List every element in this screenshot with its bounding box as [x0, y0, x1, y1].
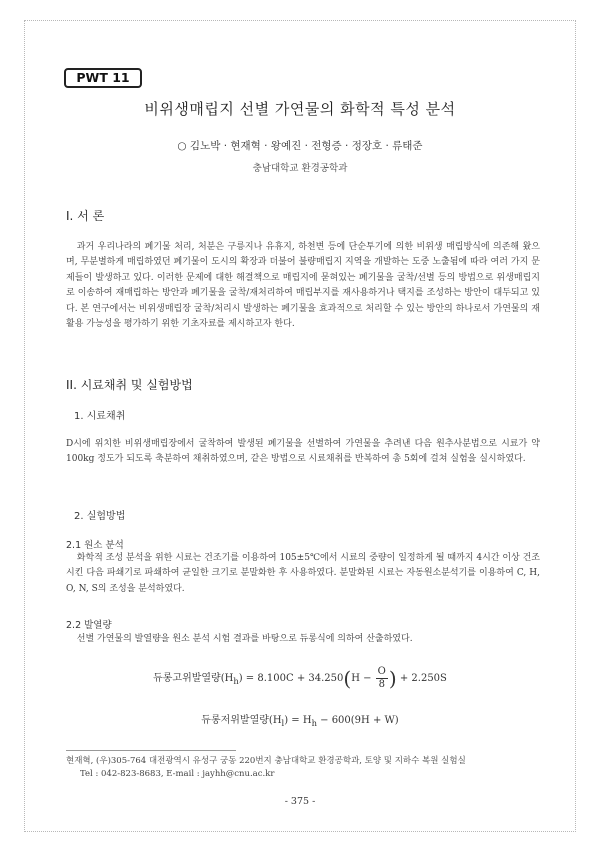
heating-value-text: 선별 가연물의 발열량을 원소 분석 시험 결과를 바탕으로 듀롱식에 의하여 산출하였다. — [76, 634, 413, 644]
subsubsection-heading-elemental: 2.1 원소 분석 — [66, 540, 124, 551]
elemental-paragraph — [66, 551, 540, 597]
introduction-text: 과거 우리나라의 폐기물 처리, 처분은 구릉지나 유휴지, 하천변 등에 단순투기에 의한 비위생 매립방식에 의존해 왔으며, 무분별하게 매립하였던 폐기물이 도시의 확장과 더불어 불량매립지 지역을 개발하는 도중 노출됨에 따라 여러 가지 문제들이 발생하고 있다. 이러한 문제에 대한 해결책으로 매립지에 묻혀있는 폐기물을 굴착/선별 등의 방법으로 위생매립지로 이송하여 재매립하는 방안과 폐기물을 굴착/재처리하여 매립부지를 재사용하거나 택지를 조성하는 방안이 대두되고 있다. 본 연구에서는 비위생매립장 굴착/처리시 발생하는 폐기물을 효과적으로 처리할 수 있는 방안의 하나로서 가연물의 재활용 가능성을 평가하기 위한 기초자료를 제시하고자 한다. — [66, 242, 540, 330]
introduction-paragraph — [66, 240, 540, 332]
equation-low-heating-value: 듀롱저위발열량$(H_l) = H_h - 600(9H + W)$ — [201, 715, 399, 728]
authors: ○ 김노박 · 현재혁 · 왕예진 · 전형증 · 정장호 · 류태준 — [177, 140, 423, 152]
section-heading-methods: II. 시료채취 및 실험방법 — [66, 378, 193, 392]
subsubsection-heading-heating-value: 2.2 발열량 — [66, 620, 112, 631]
affiliation: 충남대학교 환경공학과 — [252, 163, 348, 174]
page-number: - 375 - — [284, 796, 316, 807]
session-tag: PWT 11 — [64, 68, 142, 88]
sampling-paragraph — [66, 437, 540, 468]
fraction-o-over-8: $\frac{O}{8}$ — [377, 666, 386, 690]
sampling-text: D시에 위치한 비위생매립장에서 굴착하여 발생된 폐기물을 선별하여 가연물을 추려낸 다음 원추사분법으로 시료가 약 100kg 정도가 되도록 축분하여 채취하였으며, 같은 방법으로 시료채취를 반복하여 총 5회에 걸쳐 실험을 실시하였다. — [66, 439, 540, 465]
paper-title: 비위생매립지 선별 가연물의 화학적 특성 분석 — [144, 100, 456, 118]
footnote-contact: Tel : 042-823-8683, E-mail : jayhh@cnu.ac.kr — [80, 769, 275, 779]
subsection-heading-sampling: 1. 시료채취 — [74, 411, 126, 422]
section-heading-introduction: I. 서 론 — [66, 209, 105, 223]
elemental-text: 화학적 조성 분석을 위한 시료는 건조기를 이용하여 105±5℃에서 시료의 중량이 일정하게 될 때까지 4시간 이상 건조시킨 다음 파쇄기로 파쇄하여 균일한 크기로 분말화한 후 사용하였다. 분말화된 시료는 자동원소분석기를 이용하여 C, H, O, N, S의 조성을 분석하였다. — [66, 553, 540, 594]
heating-value-paragraph — [66, 632, 540, 647]
equation-high-heating-value: 듀롱고위발열량$(H_h) = 8.100C + 34.250(H$ − $\frac{O}{8}$ ) + 2.250S — [153, 666, 447, 691]
footnote-address: 현재혁, (우)305-764 대전광역시 유성구 궁동 220번지 충남대학교 환경공학과, 토양 및 지하수 복원 실험실 — [66, 756, 466, 766]
subsection-heading-methods: 2. 실험방법 — [74, 511, 126, 522]
footnote-divider — [66, 750, 236, 751]
